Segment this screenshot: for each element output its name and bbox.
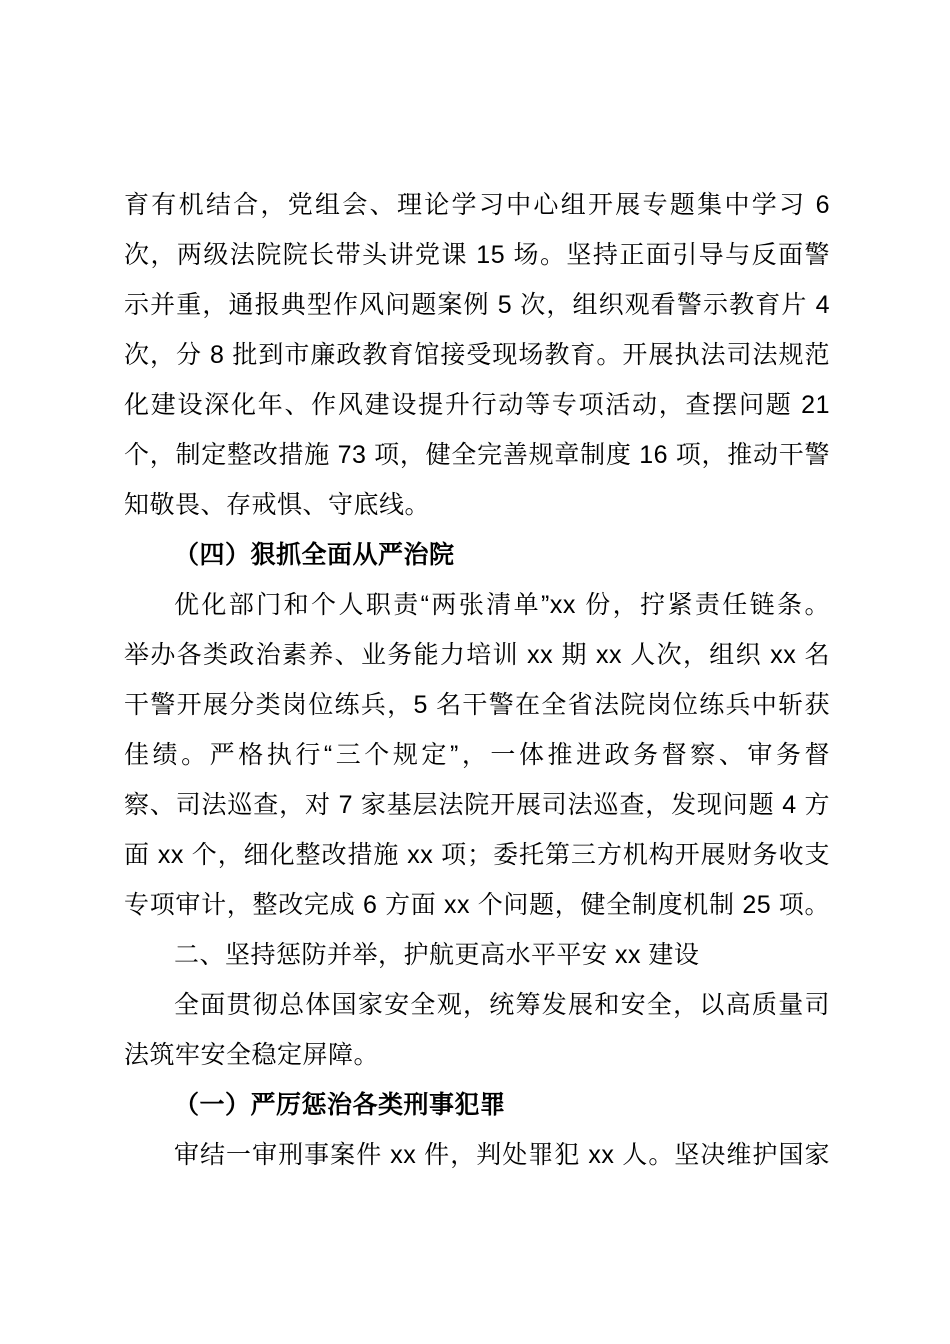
body-line: 化建设深化年、作风建设提升行动等专项活动，查摆问题 21 — [124, 391, 830, 419]
body-line: 次，两级法院院长带头讲党课 15 场。坚持正面引导与反面警 — [124, 241, 830, 269]
subsection-heading: （四）狠抓全面从严治院 — [174, 541, 455, 569]
body-line: 审结一审刑事案件 xx 件，判处罪犯 xx 人。坚决维护国家 — [174, 1141, 830, 1169]
body-line: 察、司法巡查，对 7 家基层法院开展司法巡查，发现问题 4 方 — [124, 791, 830, 819]
body-line: 专项审计，整改完成 6 方面 xx 个问题，健全制度机制 25 项。 — [124, 891, 830, 919]
body-line: 全面贯彻总体国家安全观，统筹发展和安全，以高质量司 — [174, 991, 830, 1019]
body-line: 知敬畏、存戒惧、守底线。 — [124, 491, 431, 519]
body-line: 个，制定整改措施 73 项，健全完善规章制度 16 项，推动干警 — [124, 441, 830, 469]
body-line: 示并重，通报典型作风问题案例 5 次，组织观看警示教育片 4 — [124, 291, 830, 319]
body-line: 育有机结合，党组会、理论学习中心组开展专题集中学习 6 — [124, 191, 830, 219]
body-line: 次，分 8 批到市廉政教育馆接受现场教育。开展执法司法规范 — [124, 341, 830, 369]
text-block — [124, 180, 830, 1180]
body-line: 干警开展分类岗位练兵，5 名干警在全省法院岗位练兵中斩获 — [124, 691, 830, 719]
body-line: 法筑牢安全稳定屏障。 — [124, 1041, 380, 1069]
section-heading: 二、坚持惩防并举，护航更高水平平安 xx 建设 — [174, 941, 700, 969]
body-line: 举办各类政治素养、业务能力培训 xx 期 xx 人次，组织 xx 名 — [124, 641, 830, 669]
body-line: 佳绩。严格执行“三个规定”，一体推进政务督察、审务督 — [124, 741, 830, 769]
body-line: 面 xx 个，细化整改措施 xx 项；委托第三方机构开展财务收支 — [124, 841, 830, 869]
body-line: 优化部门和个人职责“两张清单”xx 份，拧紧责任链条。 — [174, 591, 830, 619]
subsection-heading: （一）严厉惩治各类刑事犯罪 — [174, 1091, 506, 1119]
